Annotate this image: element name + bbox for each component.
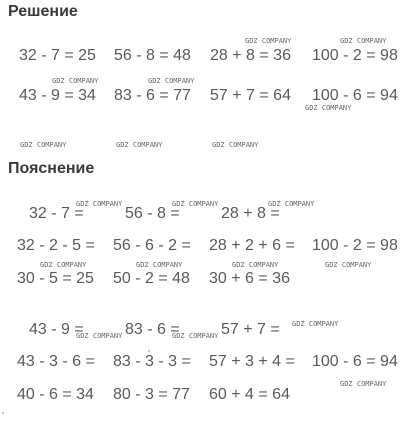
watermark: GDZ COMPANY bbox=[20, 141, 67, 149]
solution-heading: Решение bbox=[8, 3, 78, 20]
explanation-task: 56 - 8 = bbox=[125, 205, 180, 222]
watermark: GDZ COMPANY bbox=[245, 37, 292, 45]
explanation-result: 80 - 3 = 77 bbox=[113, 386, 190, 403]
explanation-result: 30 - 5 = 25 bbox=[17, 270, 94, 287]
explanation-split: 32 - 2 - 5 = bbox=[17, 237, 95, 254]
watermark: GDZ COMPANY bbox=[52, 77, 99, 85]
explanation-result: 50 - 2 = 48 bbox=[113, 270, 190, 287]
solution-equation: 57 + 7 = 64 bbox=[210, 87, 291, 104]
explanation-task: 57 + 7 = bbox=[221, 321, 280, 338]
watermark: GDZ COMPANY bbox=[172, 200, 219, 208]
explanation-heading: Пояснение bbox=[8, 160, 95, 177]
explanation-split: 100 - 2 = 98 bbox=[312, 237, 398, 254]
watermark: GDZ COMPANY bbox=[232, 261, 279, 269]
watermark: GDZ COMPANY bbox=[172, 332, 219, 340]
watermark: GDZ COMPANY bbox=[325, 261, 372, 269]
scan-speck bbox=[2, 412, 4, 414]
solution-equation: 100 - 6 = 94 bbox=[312, 87, 398, 104]
explanation-task: 83 - 6 = bbox=[125, 321, 180, 338]
explanation-result: 60 + 4 = 64 bbox=[209, 386, 290, 403]
watermark: GDZ COMPANY bbox=[340, 37, 387, 45]
explanation-task: 32 - 7 = bbox=[29, 205, 84, 222]
solution-equation: 43 - 9 = 34 bbox=[19, 87, 96, 104]
explanation-split: 56 - 6 - 2 = bbox=[113, 237, 191, 254]
explanation-split: 100 - 6 = 94 bbox=[312, 353, 398, 370]
watermark: GDZ COMPANY bbox=[212, 141, 259, 149]
solution-equation: 83 - 6 = 77 bbox=[114, 87, 191, 104]
explanation-task: 43 - 9 = bbox=[29, 321, 84, 338]
solution-equation: 32 - 7 = 25 bbox=[19, 47, 96, 64]
explanation-split: 57 + 3 + 4 = bbox=[209, 353, 295, 370]
solution-equation: 28 + 8 = 36 bbox=[210, 47, 291, 64]
explanation-split: 28 + 2 + 6 = bbox=[209, 237, 295, 254]
watermark: GDZ COMPANY bbox=[340, 380, 387, 388]
watermark: GDZ COMPANY bbox=[136, 261, 183, 269]
watermark: GDZ COMPANY bbox=[76, 332, 123, 340]
watermark: GDZ COMPANY bbox=[305, 104, 352, 112]
watermark: GDZ COMPANY bbox=[148, 77, 195, 85]
watermark: GDZ COMPANY bbox=[116, 141, 163, 149]
explanation-result: 30 + 6 = 36 bbox=[209, 270, 290, 287]
explanation-split: 83 - 3 - 3 = bbox=[113, 353, 191, 370]
watermark: GDZ COMPANY bbox=[268, 200, 315, 208]
explanation-split: 43 - 3 - 6 = bbox=[17, 353, 95, 370]
scan-speck bbox=[148, 350, 150, 352]
explanation-task: 28 + 8 = bbox=[221, 205, 280, 222]
solution-equation: 56 - 8 = 48 bbox=[114, 47, 191, 64]
watermark: GDZ COMPANY bbox=[292, 320, 339, 328]
watermark: GDZ COMPANY bbox=[76, 200, 123, 208]
solution-equation: 100 - 2 = 98 bbox=[312, 47, 398, 64]
explanation-result: 40 - 6 = 34 bbox=[17, 386, 94, 403]
watermark: GDZ COMPANY bbox=[40, 261, 87, 269]
